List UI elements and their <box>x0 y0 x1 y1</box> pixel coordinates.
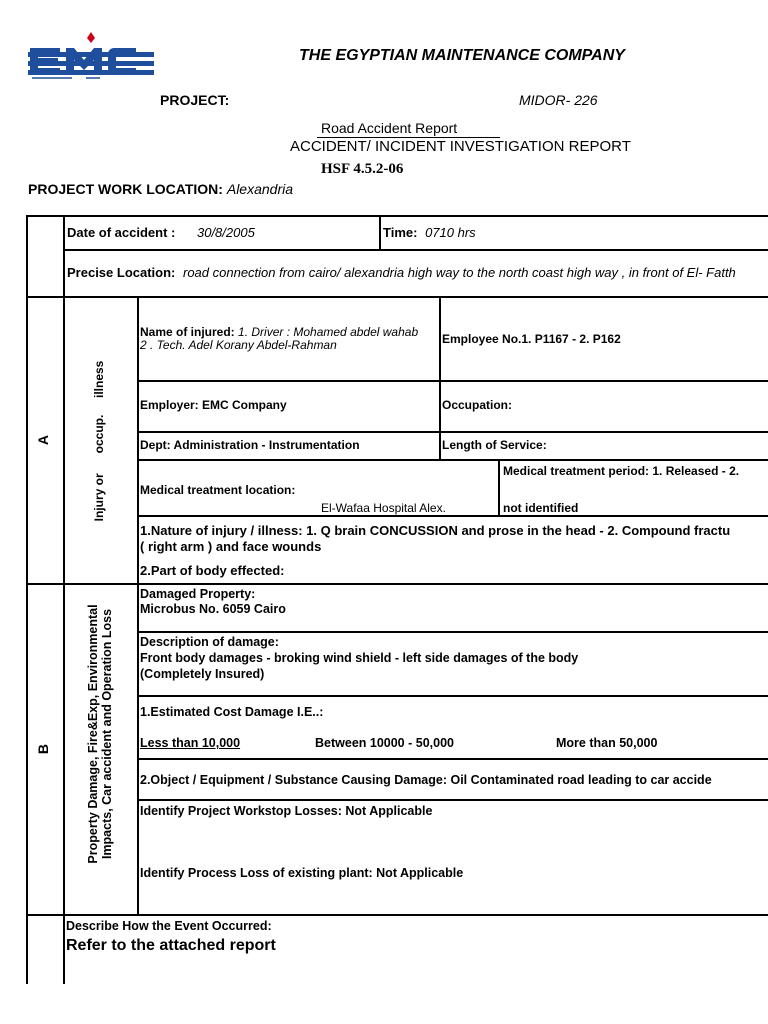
event-label: Describe How the Event Occurred: <box>66 919 272 933</box>
employee-no: Employee No.1. P1167 - 2. P162 <box>442 332 621 346</box>
medical-location-label: Medical treatment location: <box>140 483 296 497</box>
name-of-injured <box>140 326 418 352</box>
medical-location-value: El-Wafaa Hospital Alex. <box>321 501 446 515</box>
name-line2: 2 . Tech. Adel Korany Abdel-Rahman <box>140 338 337 352</box>
section-a-letter: A <box>35 434 52 446</box>
department: Dept: Administration - Instrumentation <box>140 438 360 452</box>
length-of-service: Length of Service: <box>442 438 547 452</box>
body-part-affected: 2.Part of body effected: <box>140 563 285 578</box>
work-location <box>28 181 293 197</box>
estimated-cost-label: 1.Estimated Cost Damage I.E..: <box>140 705 324 719</box>
company-name: THE EGYPTIAN MAINTENANCE COMPANY <box>299 47 625 64</box>
report-title: ACCIDENT/ INCIDENT INVESTIGATION REPORT <box>290 138 631 155</box>
nature-line2: ( right arm ) and face wounds <box>140 539 322 554</box>
work-location-value: Alexandria <box>226 181 294 197</box>
date-label: Date of accident : <box>67 225 176 240</box>
precise-location <box>67 265 766 280</box>
date-of-accident <box>67 225 255 240</box>
form-code: HSF 4.5.2-06 <box>321 161 404 177</box>
name-line1: 1. Driver : Mohamed abdel wahab <box>238 325 419 339</box>
report-subtitle: Road Accident Report <box>321 120 458 136</box>
time-of-accident <box>383 225 476 240</box>
occupation: Occupation: <box>442 398 513 412</box>
employer: Employer: EMC Company <box>140 398 287 412</box>
damaged-value: Microbus No. 6059 Cairo <box>140 602 286 616</box>
damaged-label: Damaged Property: <box>140 587 256 601</box>
nature-of-injury <box>140 523 766 555</box>
name-label: Name of injured: <box>140 325 235 339</box>
date-value: 30/8/2005 <box>196 225 255 240</box>
nature-line1: 1.Nature of injury / illness: 1. Q brain CONCUSSION and prose in the head - 2. Compound fractu <box>140 523 731 538</box>
section-b-side-line2: Impacts, Car accident and Operation Loss <box>100 608 114 860</box>
project-label: PROJECT: <box>160 92 230 108</box>
time-label: Time: <box>383 225 418 240</box>
work-location-label: PROJECT WORK LOCATION: <box>28 181 223 197</box>
section-b-side-line1: Property Damage, Fire&Exp, Environmental <box>86 604 100 864</box>
cost-option-less-than: Less than 10,000 <box>140 736 241 750</box>
project-value: MIDOR- 226 <box>519 92 598 108</box>
event-value: Refer to the attached report <box>66 937 276 954</box>
section-a-side-label: Injury or occup. illness <box>92 360 106 522</box>
desc-line1: Front body damages - broking wind shield - left side damages of the body <box>140 651 579 665</box>
time-value: 0710 hrs <box>425 225 476 240</box>
object-causing-damage: 2.Object / Equipment / Substance Causing Damage: Oil Contaminated road leading to car accide <box>140 773 712 787</box>
precise-location-value: road connection from cairo/ alexandria high way to the north coast high way , in front of El- Fatth <box>183 265 736 280</box>
description-of-damage <box>140 634 578 682</box>
process-loss: Identify Process Loss of existing plant: Not Applicable <box>140 866 464 880</box>
emc-logo <box>26 30 156 82</box>
damaged-property <box>140 587 286 617</box>
section-b-side-label <box>86 594 114 874</box>
cost-option-between: Between 10000 - 50,000 <box>315 736 454 750</box>
desc-line2: (Completely Insured) <box>140 667 265 681</box>
precise-location-label: Precise Location: <box>67 265 176 280</box>
desc-label: Description of damage: <box>140 635 279 649</box>
medical-treatment-period-value: not identified <box>503 501 579 515</box>
emc-logo-graphic <box>26 30 156 82</box>
section-b-letter: B <box>35 743 52 755</box>
medical-treatment-period: Medical treatment period: 1. Released - 2. <box>503 464 740 478</box>
cost-option-more-than: More than 50,000 <box>556 736 658 750</box>
project-workstop-losses: Identify Project Workstop Losses: Not Applicable <box>140 804 433 818</box>
